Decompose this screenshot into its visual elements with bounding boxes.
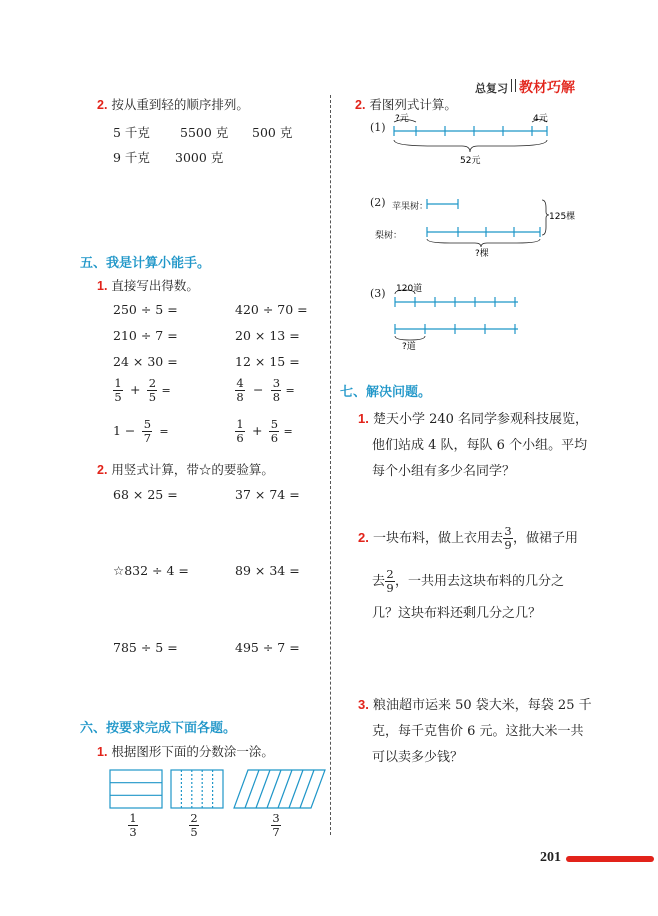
problem-2-line2: 去 $\frac{2}{9}$ ，一共用去这块布料的几分之 (372, 567, 565, 595)
q5-1-number: 1. (97, 279, 108, 293)
r-q2-title: 看图列式计算。 (369, 97, 457, 112)
q5-2-title: 用竖式计算，带☆的要验算。 (111, 462, 274, 477)
diagram-3 (392, 282, 522, 350)
problem-3: 3. 粮油超市运来 50 袋大米，每袋 25 千 克，每千克售价 6 元。这批大米一共 可以卖多少钱？ (358, 697, 592, 765)
parallelogram-sevenths[interactable] (234, 770, 325, 808)
fraction-expr: 1 − $\frac{5}{7}$ = (113, 417, 169, 445)
header-title: 教材巧解 (519, 80, 575, 96)
diagram-1 (392, 113, 552, 168)
rectangle-fifths[interactable] (171, 770, 223, 808)
q2-number: 2. (97, 98, 108, 112)
diagram-1-bottom-label: 52元 (460, 156, 481, 166)
problem-3-number: 3. (358, 697, 369, 712)
vertical-calc: 495 ÷ 7 = (235, 640, 300, 655)
problem-1-number: 1. (358, 411, 369, 426)
calc-item: 210 ÷ 7 = (113, 328, 178, 343)
vertical-calc: ☆832 ÷ 4 = (113, 563, 189, 578)
diagram-3-top-label: 120道 (396, 284, 423, 294)
problem-2-line3: 几？这块布料还剩几分之几？ (372, 606, 542, 621)
shade-fraction: $\frac{2}{5}$ (190, 811, 198, 839)
q5-2 (97, 460, 274, 478)
problem-2-number: 2. (358, 530, 369, 545)
q5-1-title: 直接写出得数。 (111, 278, 199, 293)
header-section: 总复习 (475, 82, 508, 95)
weight-item: 3000 克 (175, 150, 224, 165)
rectangle-thirds[interactable] (110, 770, 162, 808)
diagram-2-bottom-label: ?棵 (475, 249, 489, 259)
footer-red-bar (566, 856, 654, 862)
diagram-1-left-label: ?元 (395, 114, 409, 124)
calc-item: 420 ÷ 70 = (235, 302, 308, 317)
q6-1-title: 根据图形下面的分数涂一涂。 (111, 744, 274, 759)
q2-title: 按从重到轻的顺序排列。 (111, 97, 249, 112)
section-6-title: 六、按要求完成下面各题。 (80, 721, 237, 736)
diagram-1-label: (1) (370, 121, 386, 134)
calc-item: 20 × 13 = (235, 328, 300, 343)
section-5-title: 五、我是计算小能手。 (80, 256, 211, 271)
shade-fraction: $\frac{1}{3}$ (129, 811, 137, 839)
column-divider (330, 95, 331, 835)
weight-item: 5500 克 (180, 125, 229, 140)
problem-2-line1: 2. 一块布料，做上衣用去 $\frac{3}{9}$ ，做裙子用 (358, 524, 579, 552)
r-q2-number: 2. (355, 98, 366, 112)
fraction-expr: $\frac{1}{5}$ + $\frac{2}{5}$ = (114, 376, 171, 404)
diagram-2-label: (2) (370, 196, 386, 209)
diagram-1-right-label: 4元 (533, 114, 548, 124)
q6-1-number: 1. (97, 745, 108, 759)
fraction-expr: $\frac{1}{6}$ + $\frac{5}{6}$ = (236, 417, 293, 445)
calc-item: 250 ÷ 5 = (113, 302, 178, 317)
q2-ordering (97, 95, 249, 113)
q5-2-number: 2. (97, 463, 108, 477)
shade-fraction: $\frac{3}{7}$ (272, 811, 280, 839)
q6-1 (97, 742, 274, 760)
vertical-calc: 37 × 74 = (235, 487, 300, 502)
calc-item: 24 × 30 = (113, 354, 178, 369)
r-q2 (355, 95, 457, 113)
fraction-expr: $\frac{4}{8}$ − $\frac{3}{8}$ = (236, 376, 295, 404)
diagram-2-row1-label: 苹果树： (392, 202, 429, 212)
section-7-title: 七、解决问题。 (340, 385, 432, 400)
shading-figures (105, 767, 330, 847)
weight-item: 5 千克 (113, 125, 150, 140)
vertical-calc: 68 × 25 = (113, 487, 178, 502)
q5-1 (97, 276, 199, 294)
weight-item: 9 千克 (113, 150, 150, 165)
calc-item: 12 × 15 = (235, 354, 300, 369)
diagram-2-right-label: 125棵 (549, 212, 575, 222)
vertical-calc: 785 ÷ 5 = (113, 640, 178, 655)
problem-1: 1. 楚天小学 240 名同学参观科技展览， 他们站成 4 队，每队 6 个小组。平均 每个小组有多少名同学？ (358, 411, 589, 479)
page-number: 201 (540, 850, 561, 865)
vertical-calc: 89 × 34 = (235, 563, 300, 578)
header-separator (511, 79, 516, 92)
diagram-3-label: (3) (370, 287, 386, 300)
weight-item: 500 克 (252, 125, 293, 140)
diagram-2 (425, 190, 575, 260)
diagram-2-row2-label: 梨树： (375, 231, 403, 241)
diagram-3-bottom-label: ?道 (402, 342, 416, 350)
